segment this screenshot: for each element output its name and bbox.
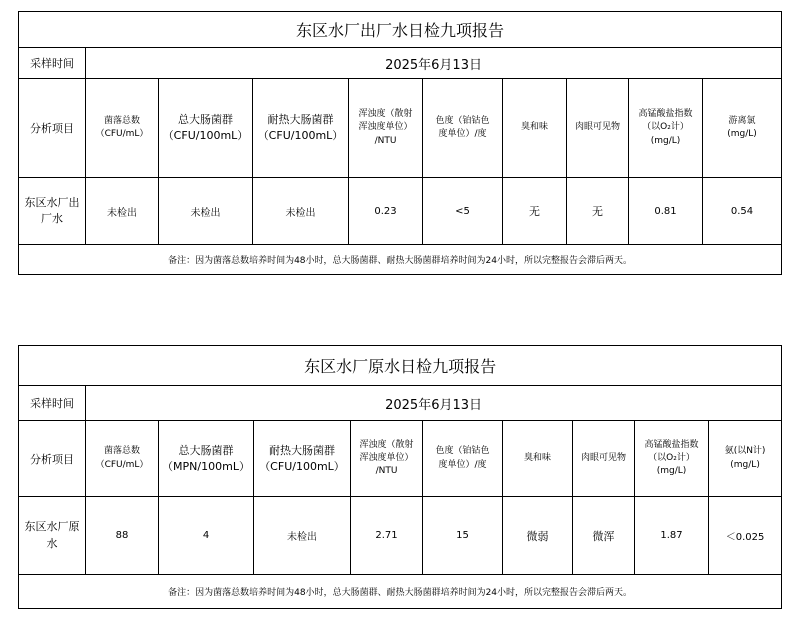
- col-header-free-chlorine: 游离氯 (mg/L): [703, 79, 782, 178]
- report-note: 备注：因为菌落总数培养时间为48小时，总大肠菌群、耐热大肠菌群培养时间为24小时，所以完整报告会滞后两天。: [19, 575, 782, 609]
- report-title: 东区水厂原水日检九项报告: [19, 346, 782, 386]
- sample-time-label: 采样时间: [19, 48, 86, 79]
- sample-date: 2025年6月13日: [86, 386, 782, 421]
- value-total-coliform: 4: [159, 497, 254, 575]
- value-color: 15: [423, 497, 503, 575]
- value-permanganate-index: 0.81: [629, 178, 703, 245]
- report-table-raw-water: [18, 345, 782, 609]
- col-header-odor-taste: 臭和味: [503, 421, 573, 497]
- col-header-permanganate-index: 高锰酸盐指数 （以O₂计） (mg/L): [635, 421, 709, 497]
- value-free-chlorine: 0.54: [703, 178, 782, 245]
- value-turbidity: 2.71: [351, 497, 423, 575]
- report-table-finished-water: [18, 11, 782, 275]
- col-header-turbidity: 浑浊度（散射 浑浊度单位） /NTU: [349, 79, 423, 178]
- analysis-item-header: 分析项目: [19, 421, 86, 497]
- col-header-thermotolerant-coliform: 耐热大肠菌群 （CFU/100mL）: [253, 79, 349, 178]
- col-header-ammonia: 氨(以N计) (mg/L): [709, 421, 782, 497]
- col-header-total-coliform: 总大肠菌群 （MPN/100mL）: [159, 421, 254, 497]
- col-header-colony-count: 菌落总数 （CFU/mL）: [86, 79, 159, 178]
- col-header-color: 色度（铂钴色 度单位）/度: [423, 79, 503, 178]
- value-visible-matter: 微浑: [573, 497, 635, 575]
- col-header-odor-taste: 臭和味: [503, 79, 567, 178]
- value-colony-count: 未检出: [86, 178, 159, 245]
- analysis-item-header: 分析项目: [19, 79, 86, 178]
- value-odor-taste: 微弱: [503, 497, 573, 575]
- col-header-turbidity: 浑浊度（散射 浑浊度单位） /NTU: [351, 421, 423, 497]
- report-note: 备注：因为菌落总数培养时间为48小时，总大肠菌群、耐热大肠菌群培养时间为24小时，所以完整报告会滞后两天。: [19, 245, 782, 275]
- sample-time-label: 采样时间: [19, 386, 86, 421]
- row-name: 东区水厂出 厂水: [19, 178, 86, 245]
- value-ammonia: ＜0.025: [709, 497, 782, 575]
- value-thermotolerant-coliform: 未检出: [253, 178, 349, 245]
- value-odor-taste: 无: [503, 178, 567, 245]
- row-name: 东区水厂原 水: [19, 497, 86, 575]
- sample-date: 2025年6月13日: [86, 48, 782, 79]
- col-header-total-coliform: 总大肠菌群 （CFU/100mL）: [159, 79, 253, 178]
- value-permanganate-index: 1.87: [635, 497, 709, 575]
- value-colony-count: 88: [86, 497, 159, 575]
- col-header-colony-count: 菌落总数 （CFU/mL）: [86, 421, 159, 497]
- col-header-permanganate-index: 高锰酸盐指数 （以O₂计） (mg/L): [629, 79, 703, 178]
- value-total-coliform: 未检出: [159, 178, 253, 245]
- value-thermotolerant-coliform: 未检出: [254, 497, 351, 575]
- value-visible-matter: 无: [567, 178, 629, 245]
- report-title: 东区水厂出厂水日检九项报告: [19, 12, 782, 48]
- col-header-color: 色度（铂钴色 度单位）/度: [423, 421, 503, 497]
- value-color: <5: [423, 178, 503, 245]
- value-turbidity: 0.23: [349, 178, 423, 245]
- col-header-thermotolerant-coliform: 耐热大肠菌群 （CFU/100mL）: [254, 421, 351, 497]
- col-header-visible-matter: 肉眼可见物: [567, 79, 629, 178]
- col-header-visible-matter: 肉眼可见物: [573, 421, 635, 497]
